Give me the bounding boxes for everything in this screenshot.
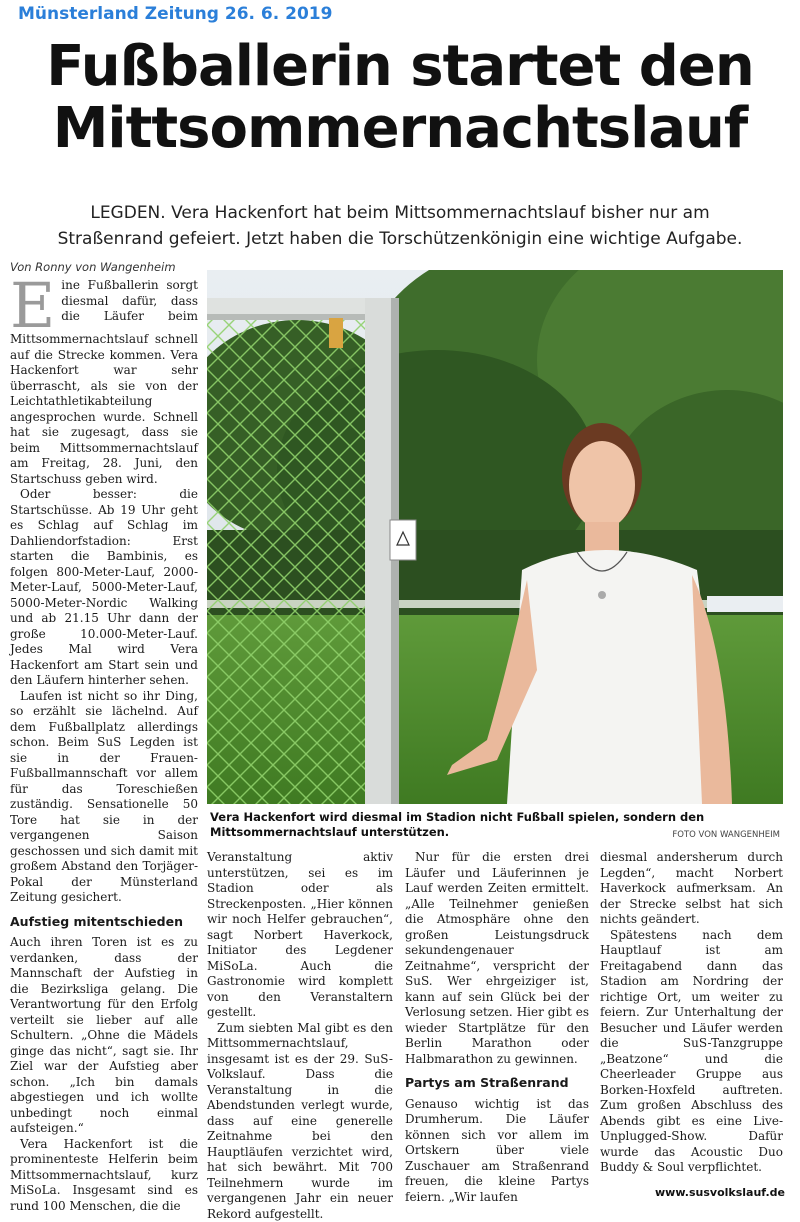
article-column-2	[207, 850, 393, 1222]
headline-line-1: Fußballerin startet den	[0, 36, 800, 98]
teaser-line-1: LEGDEN. Vera Hackenfort hat beim Mittsommernachtslauf bisher nur am	[40, 200, 760, 226]
paragraph: Laufen ist nicht so ihr Ding, so erzählt sie lächelnd. Auf dem Fußballplatz allerdings schon. Beim SuS Legden ist sie in der Frauen-Fußballmannschaft vor allem für das Toreschießen zuständig. Sensationelle 50 Tore hat sie in der vergangenen Saison geschossen und sich damit mit großem Abstand den Torjäger-Pokal der Münsterland Zeitung gesichert.	[10, 689, 198, 906]
paragraph: Auch ihren Toren ist es zu verdanken, dass der Mannschaft der Aufstieg in die Bezirksliga gelang. Die Verantwortung für den Erfolg verteilt sie lieber auf alle Schultern. „Ohne die Mädels ginge das nicht“, sagt sie. Ihr Ziel war der Aufstieg aber schon. „Ich bin damals abgestiegen und ich wollte unbedingt noch einmal aufsteigen.“	[10, 935, 198, 1137]
photo-caption: Vera Hackenfort wird diesmal im Stadion nicht Fußball spielen, sondern den Mittsommernachtslauf unterstützen.	[210, 810, 780, 840]
paragraph: diesmal andersherum durch Legden“, macht Norbert Haverkock aufmerksam. An der Strecke selbst hat sich nichts geändert.	[600, 850, 783, 928]
article-column-1	[10, 278, 198, 1214]
teaser	[40, 200, 760, 252]
teaser-line-2: Straßenrand gefeiert. Jetzt haben die Torschützenkönigin eine wichtige Aufgabe.	[40, 226, 760, 252]
paragraph: Eine Fußballerin sorgt diesmal dafür, dass die Läufer beim Mittsommernachtslauf schnell auf die Strecke kommen. Vera Hackenfort war sehr überrascht, als sie von der Leichtathletikabteilung angesprochen wurde. Schnell hat sie zugesagt, dass sie beim Mittsommernachtslauf am Freitag, 28. Juni, den Startschuss geben wird.	[10, 278, 198, 487]
headline-line-2: Mittsommernachtslauf	[0, 98, 800, 160]
paragraph: Vera Hackenfort ist die prominenteste Helferin beim Mittsommernachtslauf, kurz MiSoLa. Insgesamt sind es rund 100 Menschen, die die	[10, 1137, 198, 1215]
article-column-4	[600, 850, 783, 1176]
photo-woman-at-goal	[207, 270, 783, 804]
paragraph: Veranstaltung aktiv unterstützen, sei es im Stadion oder als Streckenposten. „Hier können wir noch Helfer gebrauchen“, sagt Norbert Haverkock, Initiator des Legdener MiSoLa. Auch die Gastronomie wird komplett von den Veranstaltern gestellt.	[207, 850, 393, 1021]
article-column-3	[405, 850, 589, 1205]
subheading: Partys am Straßenrand	[405, 1075, 589, 1091]
paragraph: Genauso wichtig ist das Drumherum. Die Läufer können sich vor allem im Ortskern über viele Zuschauer am Straßenrand freuen, die kleine Partys feiern. „Wir laufen	[405, 1097, 589, 1206]
paragraph: Nur für die ersten drei Läufer und Läuferinnen je Lauf werden Zeiten ermittelt. „Alle Teilnehmer genießen die Atmosphäre ohne den großen Leistungsdruck sekundengenauer Zeitnahme“, verspricht der SuS. Wer ehrgeiziger ist, kann auf sein Glück bei der Verlosung setzen. Hier gibt es wieder Startplätze für den Berlin Marathon oder Halbmarathon zu gewinnen.	[405, 850, 589, 1067]
masthead: Münsterland Zeitung 26. 6. 2019	[18, 4, 332, 24]
paragraph: Spätestens nach dem Hauptlauf ist am Freitagabend dann das Stadion am Nordring der richtige Ort, um weiter zu feiern. Zur Unterhaltung der Besucher und Läufer werden die SuS-Tanzgruppe „Beatzone“ und die Cheerleader Gruppe aus Borken-Hoxfeld auftreten. Zum großen Abschluss des Abends gibt es eine Live-Unplugged-Show. Dafür wurde das Acoustic Duo Buddy & Soul verpflichtet.	[600, 928, 783, 1176]
photo-credit: FOTO VON WANGENHEIM	[600, 830, 780, 840]
website-link[interactable]: www.susvolkslauf.de	[600, 1186, 785, 1199]
headline	[0, 36, 800, 160]
paragraph: Zum siebten Mal gibt es den Mittsommernachtslauf, insgesamt ist es der 29. SuS-Volkslauf. Dass die Veranstaltung in die Abendstunden verlegt wurde, dass auf eine generelle Zeitnahme bei den Hauptläufen verzichtet wird, hat sich bewährt. Mit 700 Teilnehmern wurde im vergangenen Jahr ein neuer Rekord aufgestellt.	[207, 1021, 393, 1222]
article-photo	[207, 270, 783, 804]
subheading: Aufstieg mitentschieden	[10, 914, 198, 930]
drop-cap: E	[10, 280, 55, 332]
author-byline: Von Ronny von Wangenheim	[10, 260, 176, 274]
paragraph: Oder besser: die Startschüsse. Ab 19 Uhr geht es Schlag auf Schlag im Dahliendorfstadion: Erst starten die Bambinis, es folgen 800-Meter-Lauf, 2000-Meter-Lauf, 5000-Meter-Lauf, 5000-Meter-Nordic Walking und ab 21.15 Uhr dann der große 10.000-Meter-Lauf. Jedes Mal wird Vera Hackenfort am Start sein und den Läufern hinterher sehen.	[10, 487, 198, 689]
